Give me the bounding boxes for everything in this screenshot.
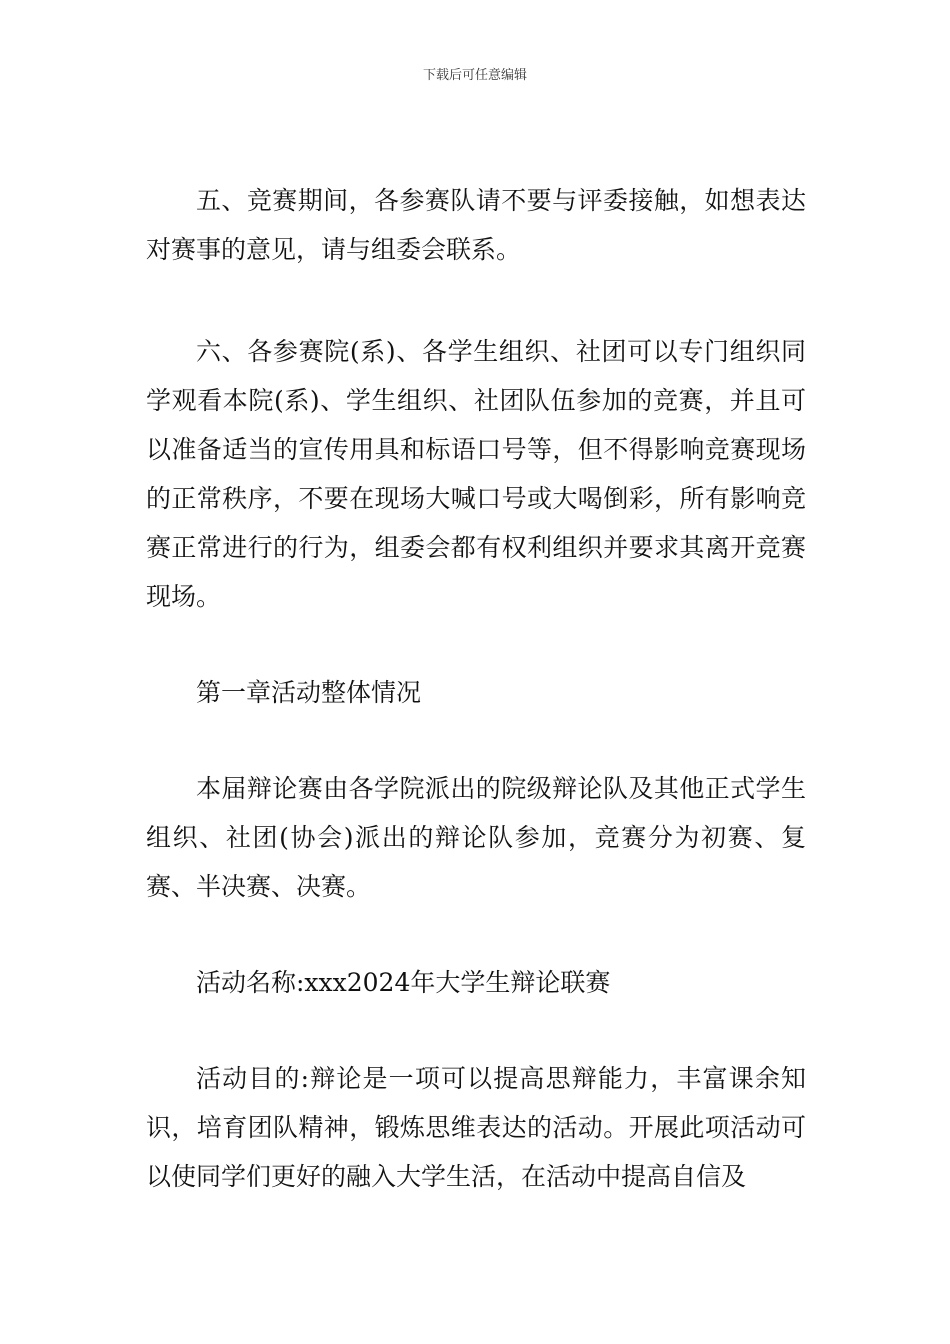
chapter-heading: 第一章活动整体情况 — [196, 678, 422, 707]
paragraph-activity-name: 活动名称:xxx2024年大学生辩论联赛 — [196, 968, 611, 997]
paragraph-overview: 本届辩论赛由各学院派出的院级辩论队及其他正式学生组织、社团(协会)派出的辩论队参加，竞赛分为初赛、复赛、半决赛、决赛。 — [146, 774, 806, 901]
paragraph-gap — [146, 717, 806, 764]
paragraph-spectator-rules: 六、各参赛院(系)、各学生组织、社团可以专门组织同学观看本院(系)、学生组织、社团队伍参加的竞赛，并且可以准备适当的宣传用具和标语口号等，但不得影响竞赛现场的正常秩序，不要在现场大喊口号或大喝倒彩，所有影响竞赛正常进行的行为，组委会都有权利组织并要求其离开竞赛现场。 — [146, 337, 806, 611]
paragraph-gap — [146, 621, 806, 668]
paragraph-gap — [146, 274, 806, 327]
paragraph-competition-contact: 五、竞赛期间，各参赛队请不要与评委接触，如想表达对赛事的意见，请与组委会联系。 — [146, 186, 806, 264]
paragraph-gap — [146, 1007, 806, 1054]
paragraph-activity-purpose: 活动目的:辩论是一项可以提高思辩能力，丰富课余知识，培育团队精神，锻炼思维表达的活动。开展此项活动可以使同学们更好的融入大学生活，在活动中提高自信及 — [146, 1064, 806, 1191]
paragraph-gap — [146, 911, 806, 958]
document-body — [146, 176, 806, 1201]
page-header: 下载后可任意编辑 — [422, 68, 527, 83]
